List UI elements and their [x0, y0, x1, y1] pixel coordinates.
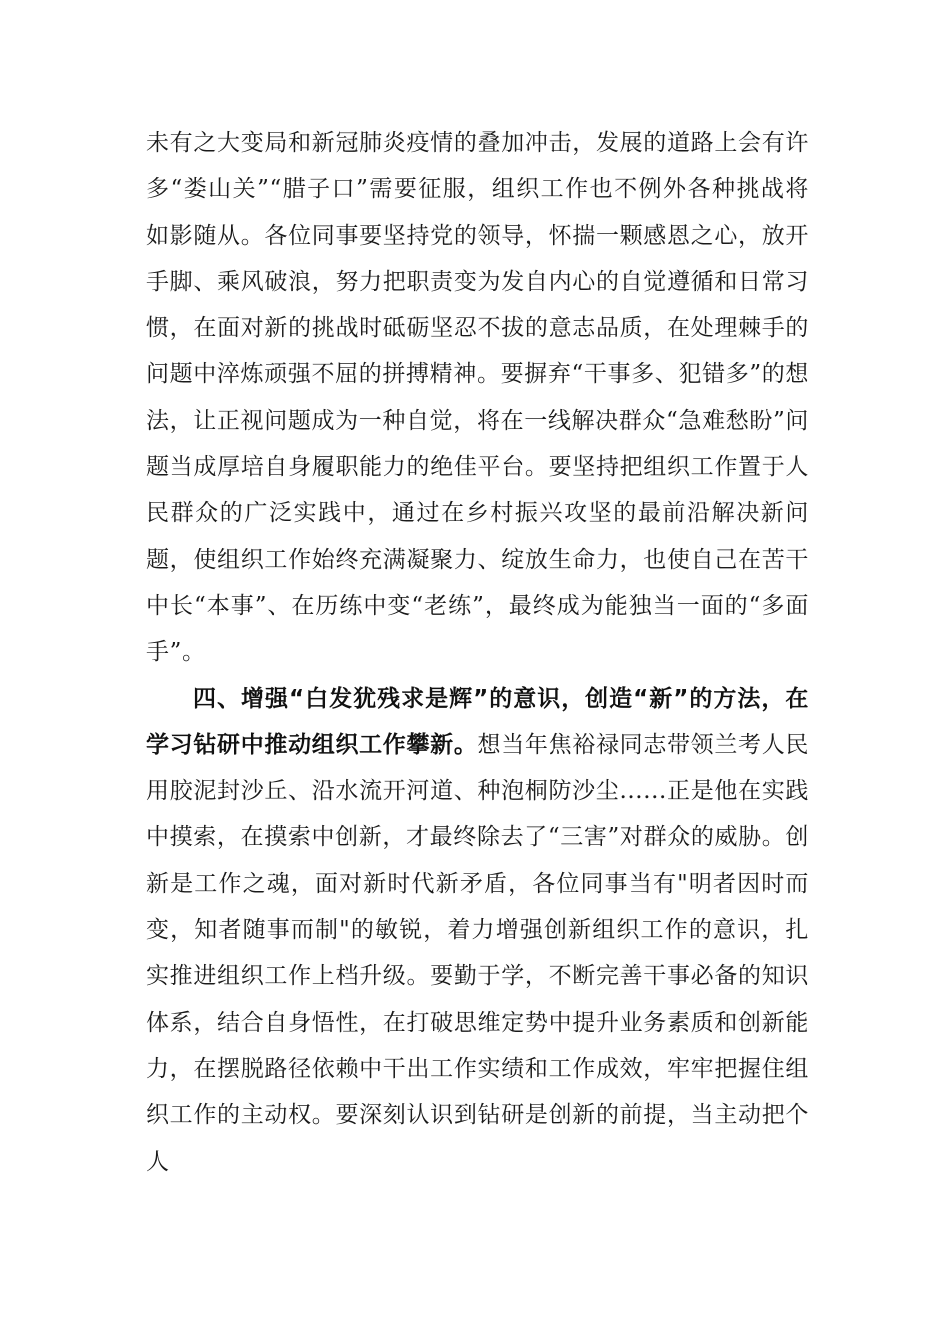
section-heading: 四、增强“白发犹残求是辉”的意识，创造“新”的方法，在学习钻研中推动组织工作攀新。: [146, 685, 809, 758]
section-paragraph: [146, 676, 809, 1185]
body-paragraph: 未有之大变局和新冠肺炎疫情的叠加冲击，发展的道路上会有许多“娄山关”“腊子口”需要征服，组织工作也不例外各种挑战将如影随从。各位同事要坚持党的领导，怀揣一颗感恩之心，放开手脚、乘风破浪，努力把职责变为发自内心的自觉遵循和日常习惯，在面对新的挑战时砥砺坚忍不拔的意志品质，在处理棘手的问题中淬炼顽强不屈的拼搏精神。要摒弃“干事多、犯错多”的想法，让正视问题成为一种自觉，将在一线解决群众“急难愁盼”问题当成厚培自身履职能力的绝佳平台。要坚持把组织工作置于人民群众的广泛实践中，通过在乡村振兴攻坚的最前沿解决新问题，使组织工作始终充满凝聚力、绽放生命力，也使自己在苦干中长“本事”、在历练中变“老练”，最终成为能独当一面的“多面手”。: [146, 130, 809, 666]
document-page: [146, 120, 809, 1185]
section-body-text: 想当年焦裕禄同志带领兰考人民用胶泥封沙丘、沿水流开河道、种泡桐防沙尘......正是他在实践中摸索，在摸索中创新，才最终除去了“三害”对群众的威胁。创新是工作之魂，面对新时代新矛盾，各位同事当有"明者因时而变，知者随事而制"的敏锐，着力增强创新组织工作的意识，扎实推进组织工作上档升级。要勤于学，不断完善干事必备的知识体系，结合自身悟性，在打破思维定势中提升业务素质和创新能力，在摆脱路径依赖中干出工作实绩和工作成效，牢牢把握住组织工作的主动权。要深刻认识到钻研是创新的前提，当主动把个人: [146, 731, 810, 1175]
